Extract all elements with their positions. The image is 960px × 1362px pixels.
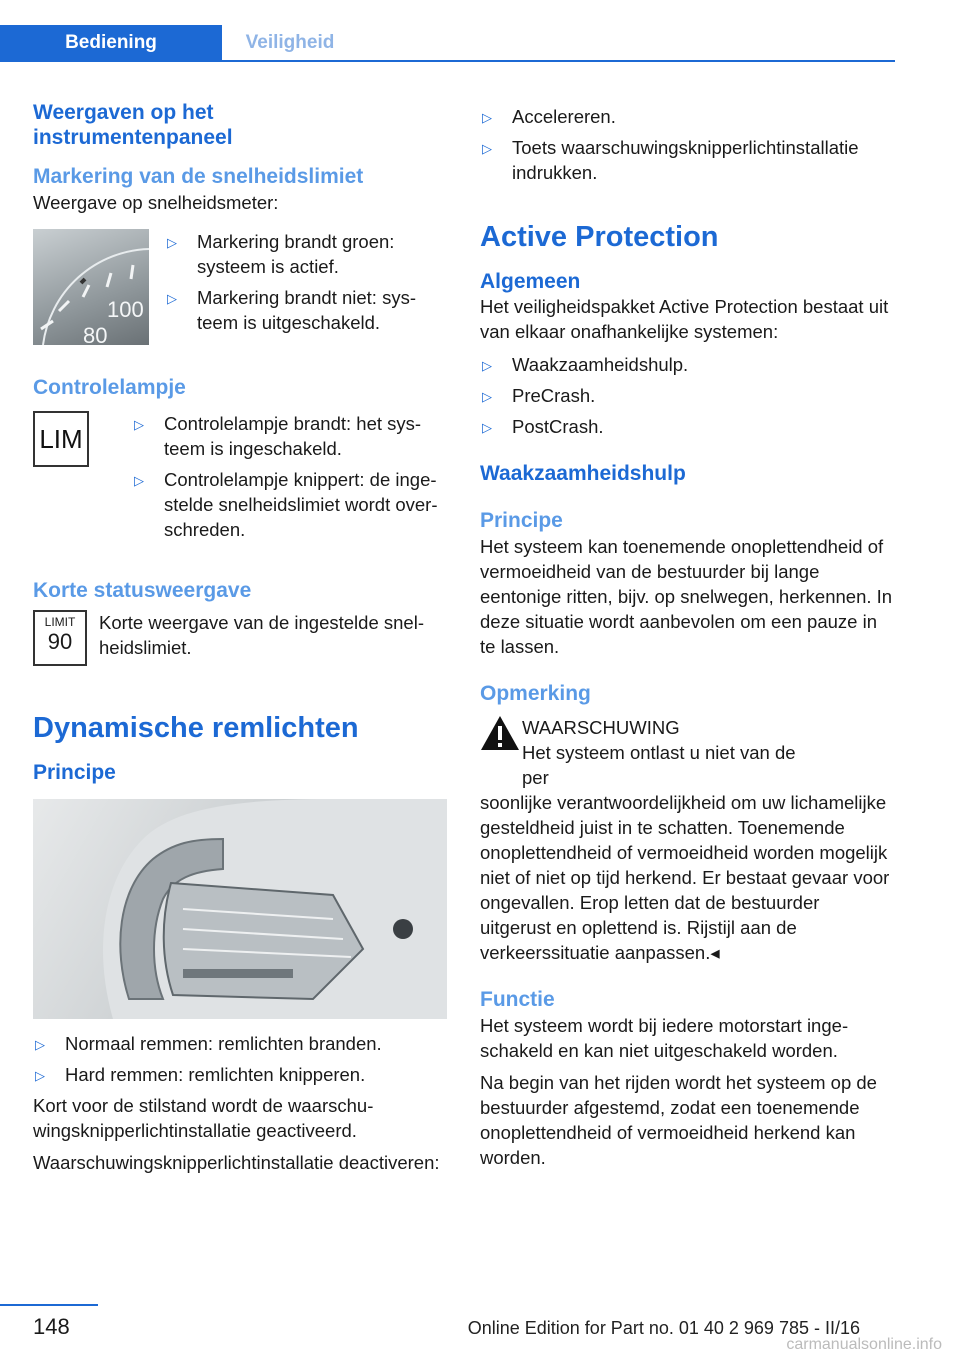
page-number: 148 [33, 1314, 70, 1339]
triangle-bullet-icon: ▷ [134, 417, 144, 432]
heading-principe-rem: Principe [33, 761, 116, 784]
functie-p1: Het systeem wordt bij iedere motorstart ingeschakeld en kan niet uitgeschakeld worden. [480, 1015, 849, 1061]
korte-status-text: Korte weergave van de ingestelde snelheidslimiet. [99, 612, 424, 658]
speedo-label-80: 80 [83, 323, 108, 345]
triangle-bullet-icon: ▷ [482, 358, 492, 373]
list-item: ▷ Toets waarschuwingsknipperlichtinstallatie indrukken. [482, 137, 859, 183]
section-tabs [0, 25, 895, 61]
edition-text: Online Edition for Part no. 01 40 2 969 785 - II/16 [467, 1318, 860, 1338]
intro-weergave: Weergave op snelheidsmeter: [33, 192, 279, 213]
list-item: ▷ Waakzaamheidshulp. [480, 352, 895, 377]
functie-p2: Na begin van het rijden wordt het systeem op de bestuurder afgestemd, zodat een toenemende onoplettendheid of vermoeidheid herkend kan worden. [480, 1072, 877, 1168]
deactivate-steps-list [480, 104, 895, 185]
controlelampje-list [132, 411, 447, 548]
triangle-bullet-icon: ▷ [35, 1037, 45, 1052]
principe-text: Het systeem kan toenemende onoplettendheid of vermoeidheid van de bestuurder bij lange eentonige ritten, bijv. op snelwegen, herkennen. In deze situatie wordt aanbevolen om een pauze in te lassen. [480, 536, 893, 657]
lim-indicator-icon: LIM [33, 411, 89, 467]
rear-light-image [33, 799, 447, 1019]
list-item: ▷ Markering brandt niet: systeem is uitgeschakeld. [167, 287, 417, 333]
list-item: ▷ Controlelampje knippert: de ingestelde snelheidslimiet wordt overschreden. [134, 469, 438, 540]
heading-weergaven: Weergaven op het instrumentenpaneel [33, 101, 233, 149]
remlichten-list [33, 1031, 447, 1087]
remlichten-p1: Kort voor de stilstand wordt de waarschuwingsknipperlichtinstallatie geactiveerd. [33, 1095, 374, 1141]
speedo-label-100: 100 [107, 297, 144, 322]
right-column [480, 100, 895, 1170]
limit-value: 90 [47, 629, 73, 654]
speedometer-dial-icon [33, 229, 149, 345]
tab-bediening[interactable]: Bediening [0, 25, 222, 61]
triangle-bullet-icon: ▷ [482, 420, 492, 435]
triangle-bullet-icon: ▷ [482, 141, 492, 156]
tab-veiligheid[interactable]: Veiligheid [245, 32, 335, 53]
algemeen-text: Het veiligheidspakket Active Protection bestaat uit van elkaar onafhankelijke systemen: [480, 296, 889, 342]
list-item: ▷ Markering brandt groen: systeem is actief. [167, 231, 395, 277]
markering-list [165, 229, 447, 345]
triangle-bullet-icon: ▷ [134, 473, 144, 488]
heading-active-protection: Active Protection [480, 221, 719, 253]
limit-90-icon [33, 610, 87, 666]
lamp-row [33, 411, 447, 548]
list-item: ▷ Hard remmen: remlichten knipperen. [33, 1062, 447, 1087]
list-item: ▷ Normaal remmen: remlichten branden. [33, 1031, 447, 1056]
systemen-list [480, 352, 895, 439]
list-item: ▷ Accelereren. [480, 104, 895, 129]
warning-first-line: Het systeem ontlast u niet van de per [522, 742, 796, 788]
heading-waakzaamheidshulp: Waakzaamheidshulp [480, 462, 686, 485]
speedo-row [33, 229, 447, 345]
rear-light-icon [33, 799, 447, 1019]
warning-triangle-icon [480, 715, 520, 751]
list-item: ▷ PreCrash. [480, 383, 895, 408]
list-item: ▷ Controlelampje brandt: het systeem is ingeschakeld. [134, 413, 422, 459]
heading-dynamische-remlichten: Dynamische remlichten [33, 712, 359, 744]
watermark-text: carmanualsonline.info [786, 1336, 942, 1353]
left-column [33, 100, 447, 1175]
warning-text: soonlijke verantwoordelijkheid om uw lichamelijke gesteldheid juist in te schatten. Toenemende onoplettendheid of vermoeidheid worden mogelijk niet of niet op tijd herkend. Er bestaat gevaar voor ongevallen. Erop letten dat de bestuurder uitgerust en oplettend is. Rijstijl aan de verkeerssituatie aanpassen.◂ [480, 792, 890, 963]
heading-opmerking: Opmerking [480, 682, 591, 705]
triangle-bullet-icon: ▷ [482, 110, 492, 125]
heading-functie: Functie [480, 988, 555, 1011]
heading-controlelampje: Controlelampje [33, 376, 186, 399]
triangle-bullet-icon: ▷ [482, 389, 492, 404]
heading-algemeen: Algemeen [480, 270, 581, 293]
triangle-bullet-icon: ▷ [167, 235, 177, 250]
tab-underline [0, 60, 895, 62]
triangle-bullet-icon: ▷ [35, 1068, 45, 1083]
limit-label: LIMIT [44, 615, 76, 629]
list-item: ▷ PostCrash. [480, 414, 895, 439]
limit-row [33, 610, 447, 666]
warning-title: WAARSCHUWING [522, 717, 680, 738]
warning-block [480, 715, 895, 790]
speedometer-image [33, 229, 149, 345]
heading-korte-status: Korte statusweergave [33, 579, 252, 602]
heading-principe: Principe [480, 509, 563, 532]
footer-accent-line [0, 1304, 98, 1306]
triangle-bullet-icon: ▷ [167, 291, 177, 306]
remlichten-p2: Waarschuwingsknipperlichtinstallatie deactiveren: [33, 1152, 440, 1173]
heading-markering: Markering van de snelheidslimiet [33, 165, 364, 188]
